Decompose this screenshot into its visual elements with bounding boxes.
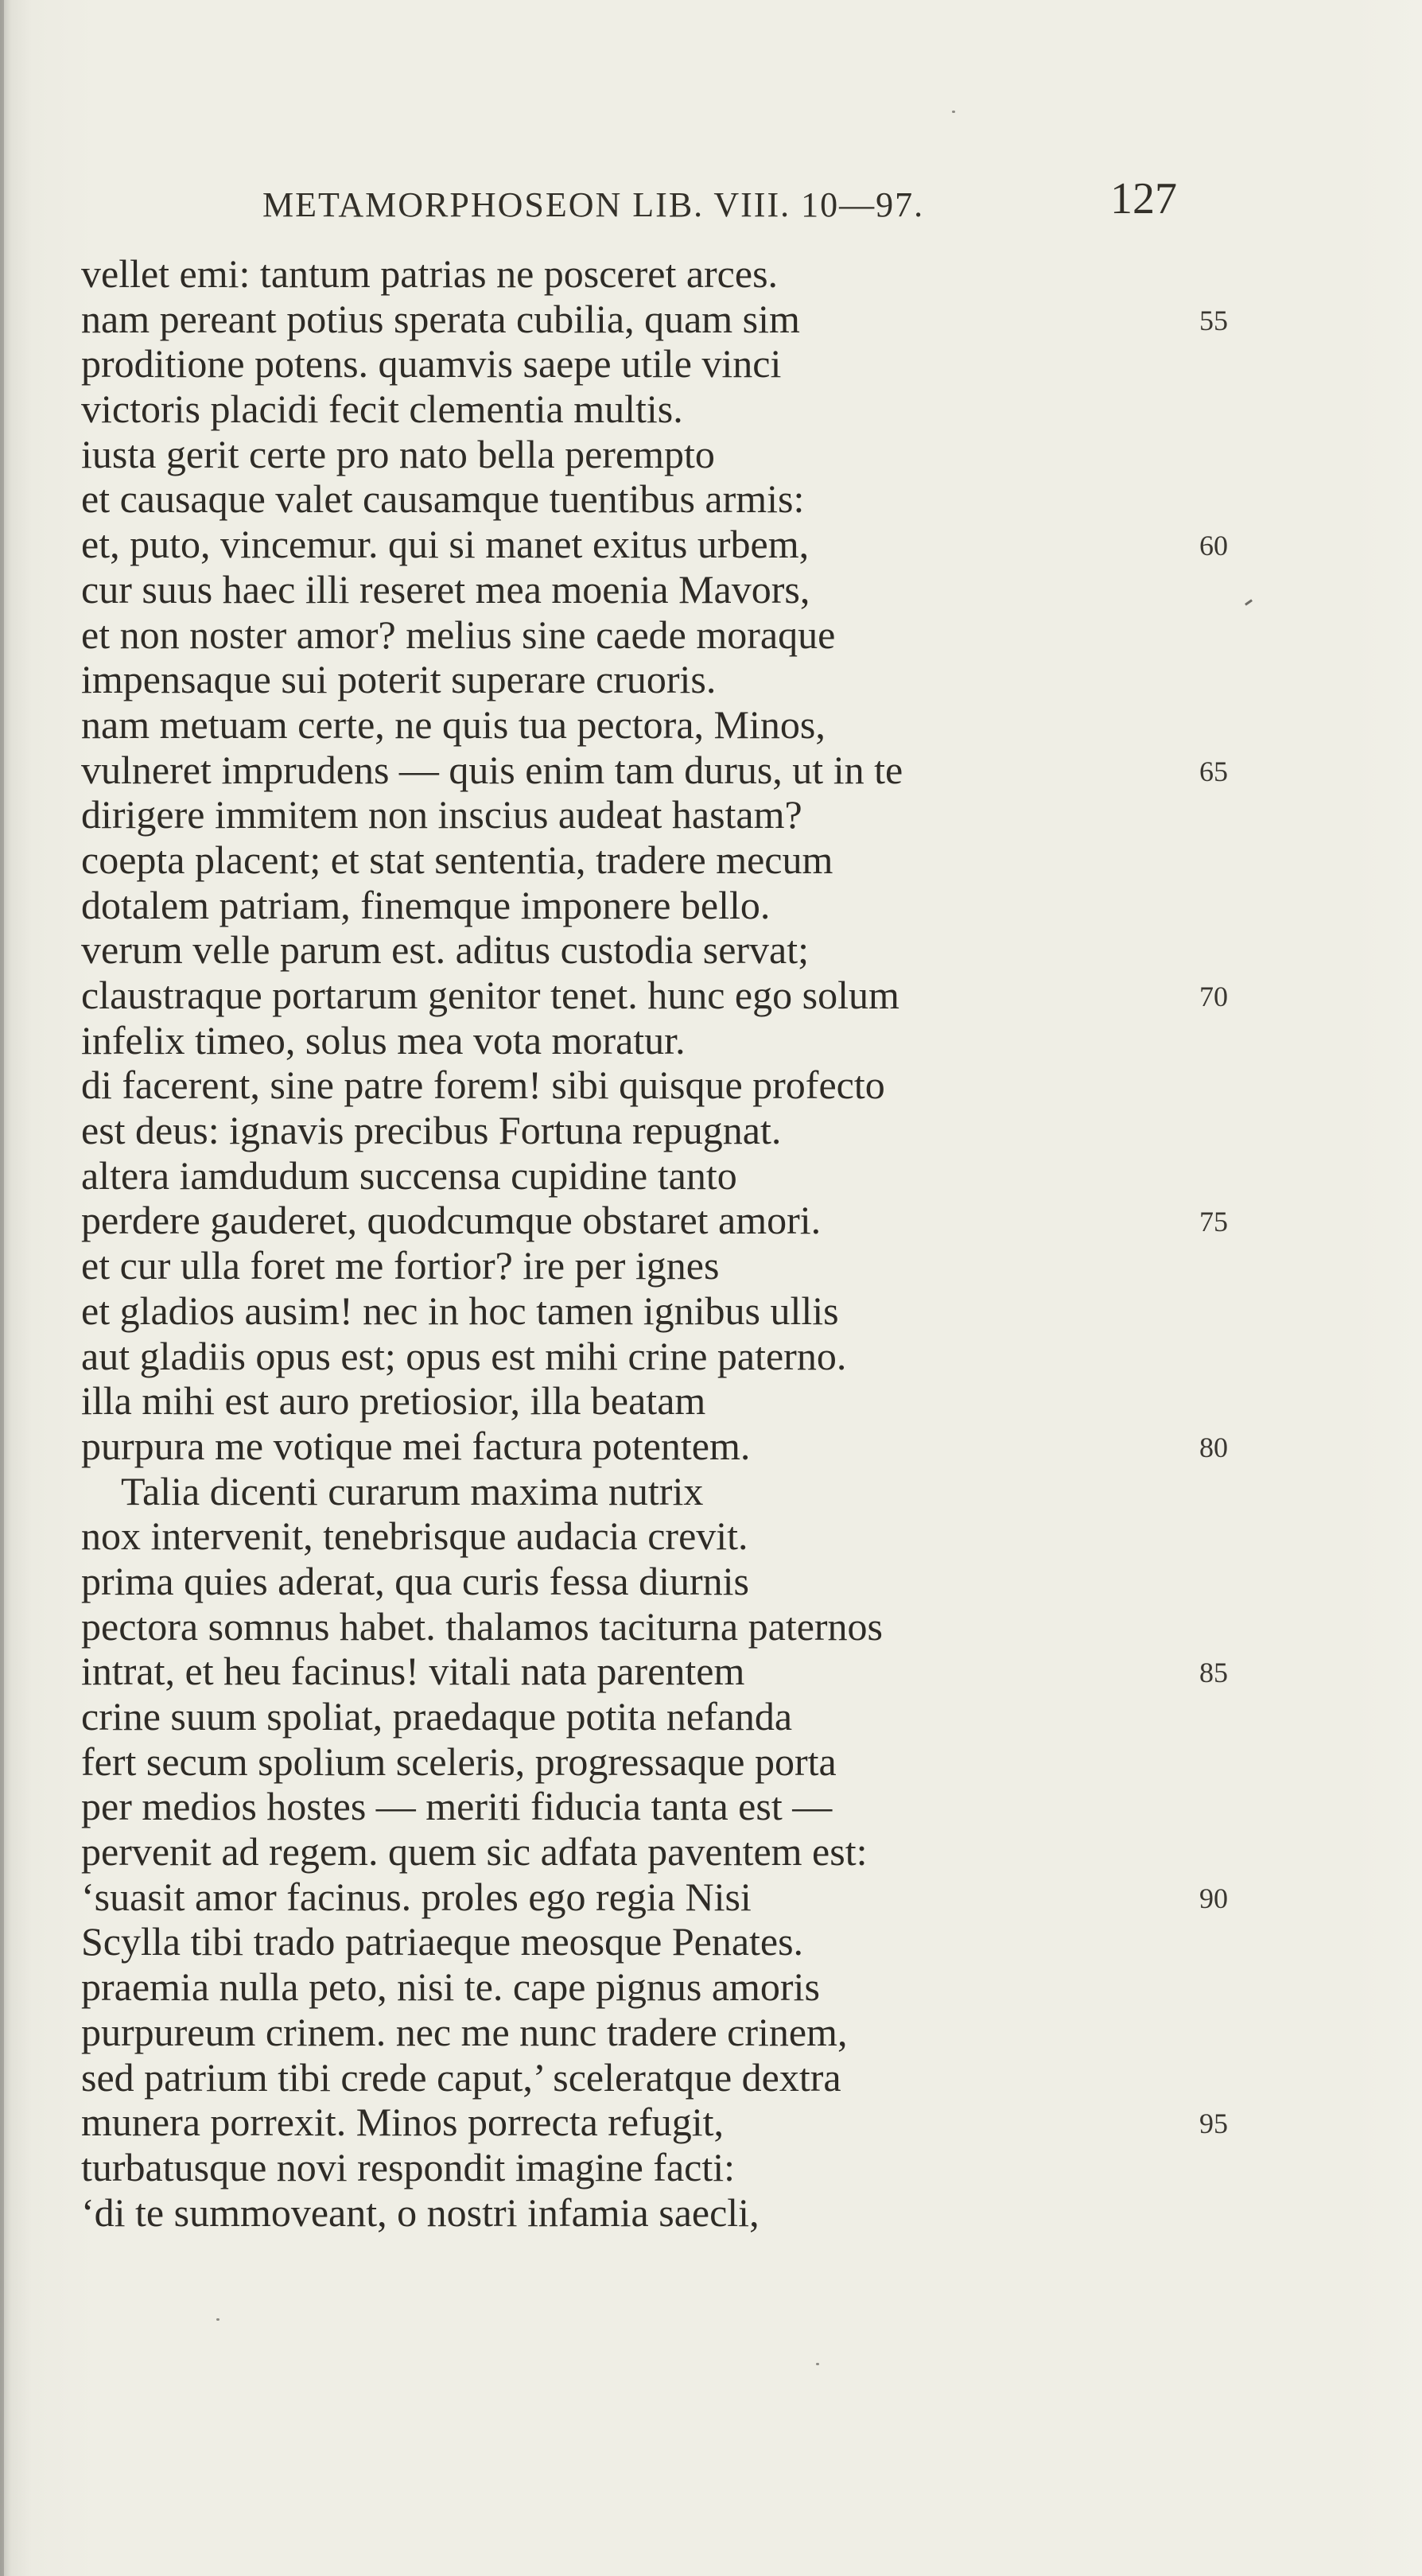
verse-line <box>0 1424 1422 1469</box>
verse-text: cur suus haec illi reseret mea moenia Mavors, <box>81 566 810 612</box>
verse-text: infelix timeo, solus mea vota moratur. <box>81 1017 686 1063</box>
verse-text: coepta placent; et stat sententia, tradere mecum <box>81 837 833 882</box>
verse-line <box>0 2145 1422 2190</box>
verse-line <box>0 387 1422 432</box>
verse-text: nox intervenit, tenebrisque audacia crevit. <box>81 1513 748 1559</box>
line-number: 60 <box>1199 530 1228 562</box>
verse-text: intrat, et heu facinus! vitali nata parentem <box>81 1649 745 1694</box>
verse-line <box>0 522 1422 567</box>
verse-text: sed patrium tibi crede caput,’ sceleratque dextra <box>81 2054 841 2100</box>
verse-line <box>0 1153 1422 1199</box>
verse-line <box>0 883 1422 928</box>
verse-line <box>0 2100 1422 2145</box>
verse-line <box>0 1964 1422 2010</box>
line-number: 80 <box>1199 1431 1228 1463</box>
verse-line <box>0 341 1422 387</box>
verse-text: ‘di te summoveant, o nostri infamia saecli, <box>81 2189 760 2235</box>
verse-text: et gladios ausim! nec in hoc tamen ignibus ullis <box>81 1288 839 1333</box>
verse-line <box>0 1694 1422 1739</box>
verse-line <box>0 657 1422 702</box>
verse-text: ‘suasit amor facinus. proles ego regia Nisi <box>81 1874 752 1919</box>
verse-line <box>0 1018 1422 1063</box>
verse-text: crine suum spoliat, praedaque potita nefanda <box>81 1694 793 1739</box>
paper-speck <box>816 2363 819 2365</box>
verse-line <box>0 1604 1422 1649</box>
verse-line <box>0 973 1422 1018</box>
verse-line <box>0 1649 1422 1694</box>
verse-text: et cur ulla foret me fortior? ire per ignes <box>81 1243 720 1288</box>
verse-text: et causaque valet causamque tuentibus armis: <box>81 476 805 522</box>
verse-text: claustraque portarum genitor tenet. hunc ego solum <box>81 973 899 1017</box>
verse-line <box>0 1334 1422 1379</box>
verse-line <box>0 297 1422 342</box>
line-number: 95 <box>1199 2108 1228 2140</box>
verse-line <box>0 1198 1422 1243</box>
verse-line <box>0 476 1422 522</box>
verse-text: prima quies aderat, qua curis fessa diurnis <box>81 1558 750 1603</box>
verse-line <box>0 1829 1422 1875</box>
verse-text: illa mihi est auro pretiosior, illa beatam <box>81 1378 706 1424</box>
line-number: 90 <box>1199 1882 1228 1914</box>
verse-block <box>0 251 1422 2235</box>
verse-text: nam pereant potius sperata cubilia, quam sim <box>81 296 800 341</box>
verse-text: dotalem patriam, finemque imponere bello. <box>81 882 771 927</box>
verse-line <box>0 1063 1422 1108</box>
line-number: 85 <box>1199 1657 1228 1689</box>
line-number: 70 <box>1199 981 1228 1012</box>
verse-line <box>0 567 1422 612</box>
verse-text: altera iamdudum succensa cupidine tanto <box>81 1152 737 1198</box>
verse-line <box>0 748 1422 793</box>
verse-text: proditione potens. quamvis saepe utile vinci <box>81 341 782 387</box>
verse-text: verum velle parum est. aditus custodia servat; <box>81 927 810 973</box>
verse-text: per medios hostes — meriti fiducia tanta est — <box>81 1784 833 1829</box>
verse-text: vellet emi: tantum patrias ne posceret arces. <box>81 251 779 296</box>
paper-speck <box>952 111 955 113</box>
verse-line <box>0 1919 1422 1964</box>
verse-text: dirigere immitem non inscius audeat hastam? <box>81 792 802 837</box>
verse-text: munera porrexit. Minos porrecta refugit, <box>81 2100 725 2145</box>
verse-line <box>0 1243 1422 1288</box>
verse-line <box>0 251 1422 297</box>
verse-line <box>0 1784 1422 1829</box>
verse-text: victoris placidi fecit clementia multis. <box>81 387 683 432</box>
page-number: 127 <box>1110 174 1177 223</box>
verse-text: pervenit ad regem. quem sic adfata paventem est: <box>81 1829 868 1875</box>
verse-text: aut gladiis opus est; opus est mihi crine paterno. <box>81 1333 847 1378</box>
verse-line <box>0 1513 1422 1559</box>
verse-line <box>0 1378 1422 1424</box>
verse-text: impensaque sui poterit superare cruoris. <box>81 657 717 702</box>
verse-line <box>0 2055 1422 2100</box>
running-title: METAMORPHOSEON LIB. VIII. 10—97. <box>262 185 925 224</box>
verse-line <box>0 792 1422 837</box>
line-number: 55 <box>1199 304 1228 336</box>
verse-line <box>0 432 1422 477</box>
verse-text: et, puto, vincemur. qui si manet exitus urbem, <box>81 522 810 567</box>
verse-line <box>0 2010 1422 2055</box>
verse-text: nam metuam certe, ne quis tua pectora, Minos, <box>81 701 826 747</box>
verse-line <box>0 1739 1422 1785</box>
verse-text: purpura me votique mei factura potentem. <box>81 1423 751 1468</box>
verse-text: iusta gerit certe pro nato bella perempto <box>81 431 715 476</box>
verse-text: perdere gauderet, quodcumque obstaret amori. <box>81 1198 822 1243</box>
verse-line <box>0 927 1422 973</box>
page-header <box>0 173 1422 224</box>
verse-text: di facerent, sine patre forem! sibi quisque profecto <box>81 1063 885 1108</box>
verse-text: Talia dicenti curarum maxima nutrix <box>121 1468 704 1513</box>
verse-line <box>0 612 1422 658</box>
line-number: 65 <box>1199 755 1228 787</box>
verse-text: turbatusque novi respondit imagine facti: <box>81 2144 736 2189</box>
verse-text: et non noster amor? melius sine caede moraque <box>81 612 836 657</box>
verse-text: vulneret imprudens — quis enim tam durus, ut in te <box>81 747 903 792</box>
verse-text: pectora somnus habet. thalamos taciturna paternos <box>81 1603 884 1649</box>
verse-line <box>0 1108 1422 1153</box>
line-number: 75 <box>1199 1206 1228 1238</box>
verse-line <box>0 837 1422 883</box>
verse-line <box>0 1875 1422 1920</box>
verse-line <box>0 1559 1422 1604</box>
verse-text: Scylla tibi trado patriaeque meosque Penates. <box>81 1919 804 1964</box>
paper-speck <box>216 2318 220 2321</box>
verse-line <box>0 2190 1422 2236</box>
verse-line <box>0 702 1422 748</box>
verse-text: purpureum crinem. nec me nunc tradere crinem, <box>81 2009 848 2054</box>
verse-line <box>0 1288 1422 1334</box>
verse-text: fert secum spolium sceleris, progressaque porta <box>81 1739 837 1784</box>
verse-line <box>0 1469 1422 1514</box>
verse-text: est deus: ignavis precibus Fortuna repugnat. <box>81 1108 782 1153</box>
verse-text: praemia nulla peto, nisi te. cape pignus amoris <box>81 1964 820 2010</box>
